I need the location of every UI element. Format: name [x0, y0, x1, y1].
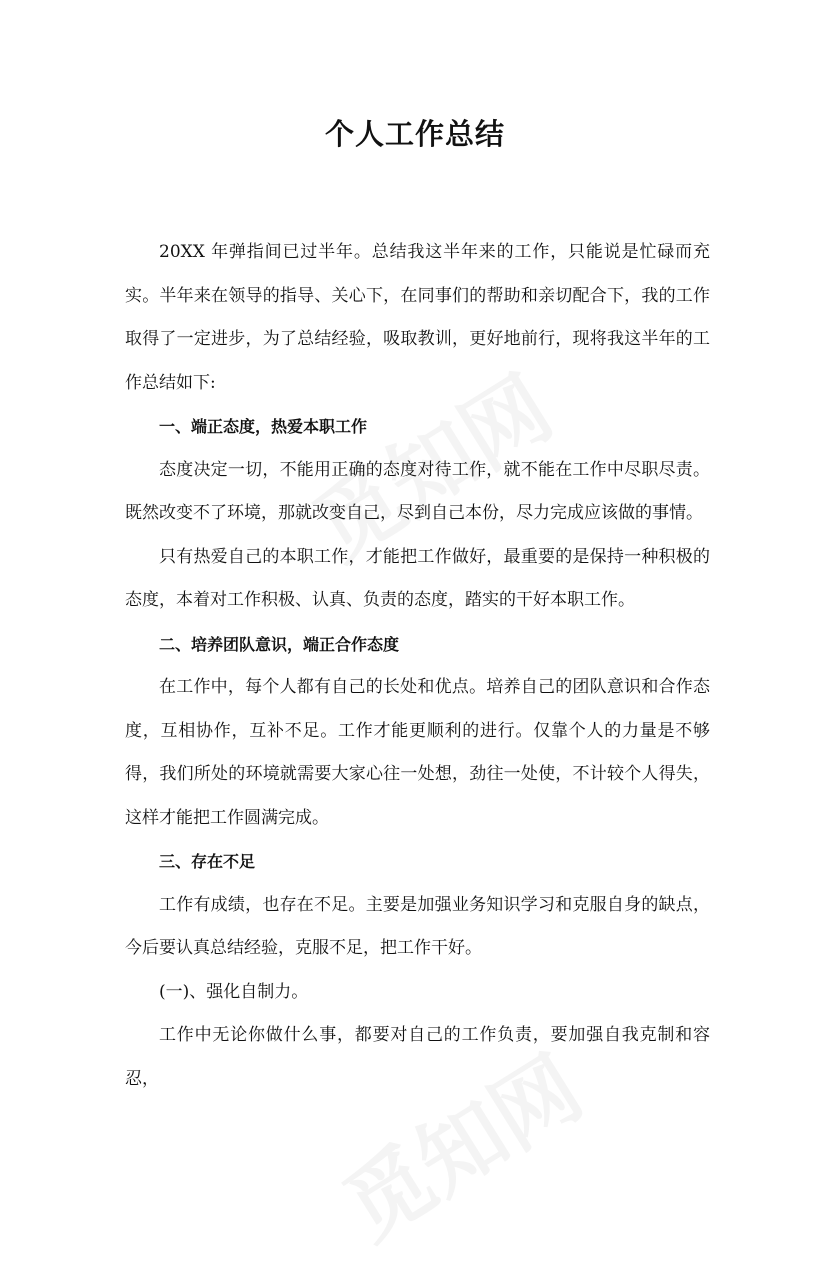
document-body [125, 231, 710, 1101]
section-heading-1: 一、端正态度，热爱本职工作 [159, 417, 368, 436]
section-heading-2: 二、培养团队意识，端正合作态度 [159, 634, 400, 654]
paragraph-intro: 20XX 年弹指间已过半年。总结我这半年来的工作，只能说是忙碌而充实。半年来在领导的指导、关心下，在同事们的帮助和亲切配合下，我的工作取得了一定进步，为了总结经验，吸取教训，更好地前行，现将我这半年的工作总结如下: [125, 242, 710, 393]
paragraph: 只有热爱自己的本职工作，才能把工作做好，最重要的是保持一种积极的态度，本着对工作积极、认真、负责的态度，踏实的干好本职工作。 [125, 546, 710, 610]
subsection-heading: (一)、强化自制力。 [159, 981, 309, 1002]
paragraph: 态度决定一切，不能用正确的态度对待工作，就不能在工作中尽职尽责。既然改变不了环境，那就改变自己，尽到自己本份，尽力完成应该做的事情。 [125, 459, 710, 523]
paragraph: 工作中无论你做什么事，都要对自己的工作负责，要加强自我克制和容忍， [125, 1025, 710, 1089]
paragraph: 工作有成绩，也存在不足。主要是加强业务知识学习和克服自身的缺点，今后要认真总结经验，克服不足，把工作干好。 [125, 894, 710, 958]
document-title: 个人工作总结 [324, 117, 505, 151]
paragraph: 在工作中，每个人都有自己的长处和优点。培养自己的团队意识和合作态度，互相协作，互补不足。工作才能更顺利的进行。仅靠个人的力量是不够得，我们所处的环境就需要大家心往一处想，劲往一处使，不计较个人得失，这样才能把工作圆满完成。 [125, 677, 710, 828]
section-heading-3: 三、存在不足 [159, 852, 256, 871]
